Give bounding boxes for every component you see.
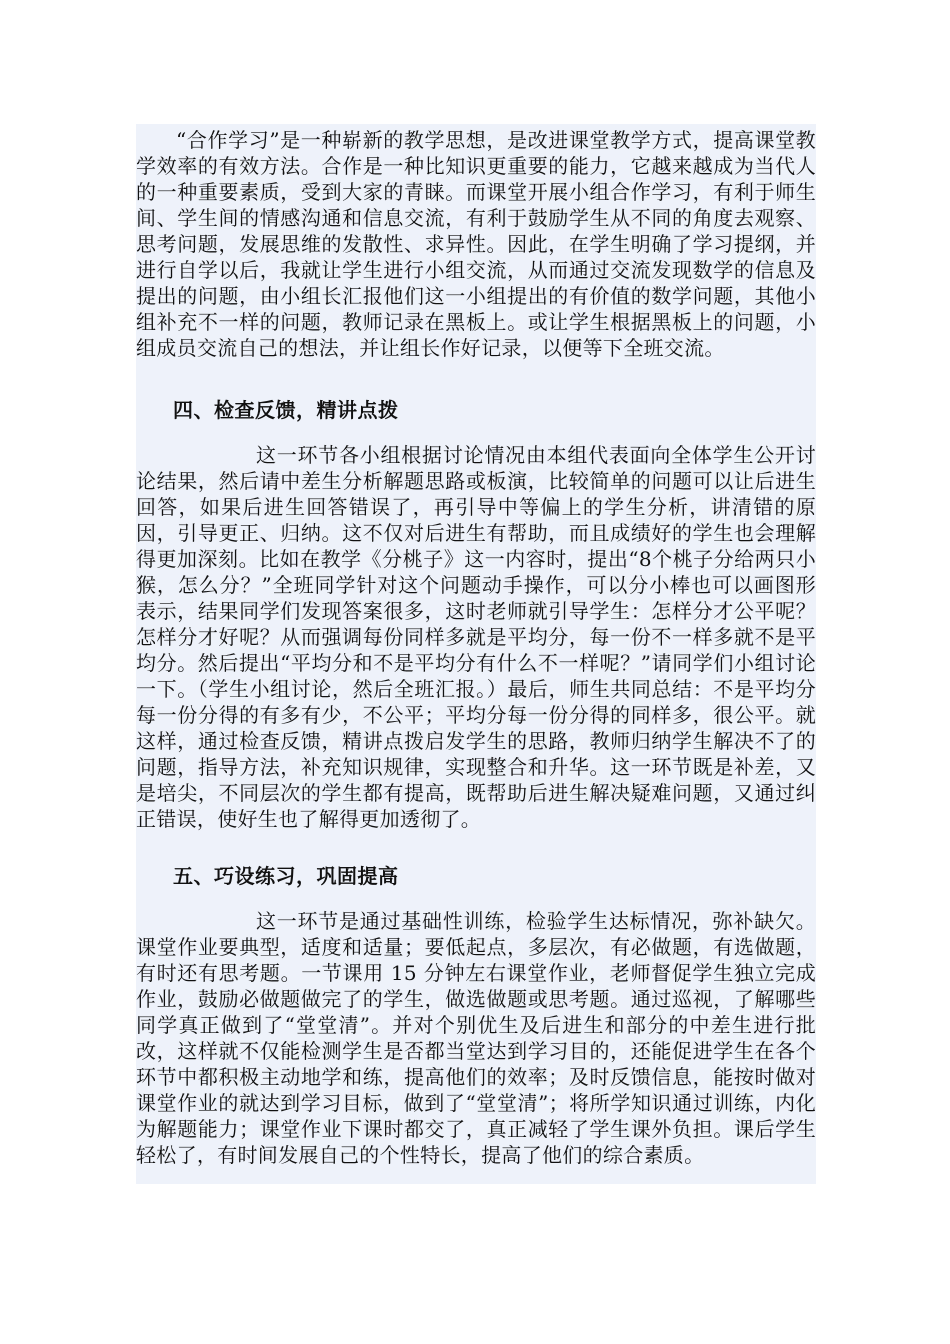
paragraph-cooperative-learning: “合作学习”是一种崭新的教学思想，是改进课堂教学方式，提高课堂教学效率的有效方法。合作是一种比知识更重要的能力，它越来越成为当代人的一种重要素质，受到大家的青睐。而课堂开展小组合作学习，有利于师生间、学生间的情感沟通和信息交流，有利于鼓励学生从不同的角度去观察、思考问题，发展思维的发散性、求异性。因此，在学生明确了学习提纲，并进行自学以后，我就让学生进行小组交流，从而通过交流发现数学的信息及提出的问题，由小组长汇报他们这一小组提出的有价值的数学问题，其他小组补充不一样的问题，教师记录在黑板上。或让学生根据黑板上的问题，小组成员交流自己的想法，并让组长作好记录，以便等下全班交流。 <box>136 128 816 360</box>
paragraph-check-feedback: 这一环节各小组根据讨论情况由本组代表面向全体学生公开讨论结果，然后请中差生分析解题思路或板演，比较简单的问题可以让后进生回答，如果后进生回答错误了，再引导中等偏上的学生分析，讲清错的原因，引导更正、归纳。这不仅对后进生有帮助，而且成绩好的学生也会理解得更加深刻。比如在教学《分桃子》这一内容时，提出“8个桃子分给两只小猴，怎么分？”全班同学针对这个问题动手操作，可以分小棒也可以画图形表示，结果同学们发现答案很多，这时老师就引导学生：怎样分才公平呢？怎样分才好呢？从而强调每份同样多就是平均分，每一份不一样多就不是平均分。然后提出“平均分和不是平均分有什么不一样呢？”请同学们小组讨论一下。（学生小组讨论，然后全班汇报。）最后，师生共同总结：不是平均分每一份分得的有多有少，不公平；平均分每一份分得的同样多，很公平。就这样，通过检查反馈，精讲点拨启发学生的思路，教师归纳学生解决不了的问题，指导方法，补充知识规律，实现整合和升华。这一环节既是补差，又是培尖，不同层次的学生都有提高，既帮助后进生解决疑难问题，又通过纠正错误，使好生也了解得更加透彻了。 <box>136 443 816 831</box>
section-heading-4: 四、检查反馈，精讲点拨 <box>173 398 399 422</box>
section-heading-5: 五、巧设练习，巩固提高 <box>173 864 399 888</box>
paragraph-practice: 这一环节是通过基础性训练，检验学生达标情况，弥补缺欠。课堂作业要典型，适度和适量；要低起点，多层次，有必做题，有选做题，有时还有思考题。一节课用 15 分钟左右课堂作业，老师督促学生独立完成作业，鼓励必做题做完了的学生，做选做题或思考题。通过巡视，了解哪些同学真正做到了“堂堂清”。并对个别优生及后进生和部分的中差生进行批改，这样就不仅能检测学生是否都当堂达到学习目的，还能促进学生在各个环节中都积极主动地学和练，提高他们的效率；及时反馈信息，能按时做对课堂作业的就达到学习目标，做到了“堂堂清”；将所学知识通过训练，内化为解题能力；课堂作业下课时都交了，真正减轻了学生课外负担。课后学生轻松了，有时间发展自己的个性特长，提高了他们的综合素质。 <box>136 909 816 1167</box>
